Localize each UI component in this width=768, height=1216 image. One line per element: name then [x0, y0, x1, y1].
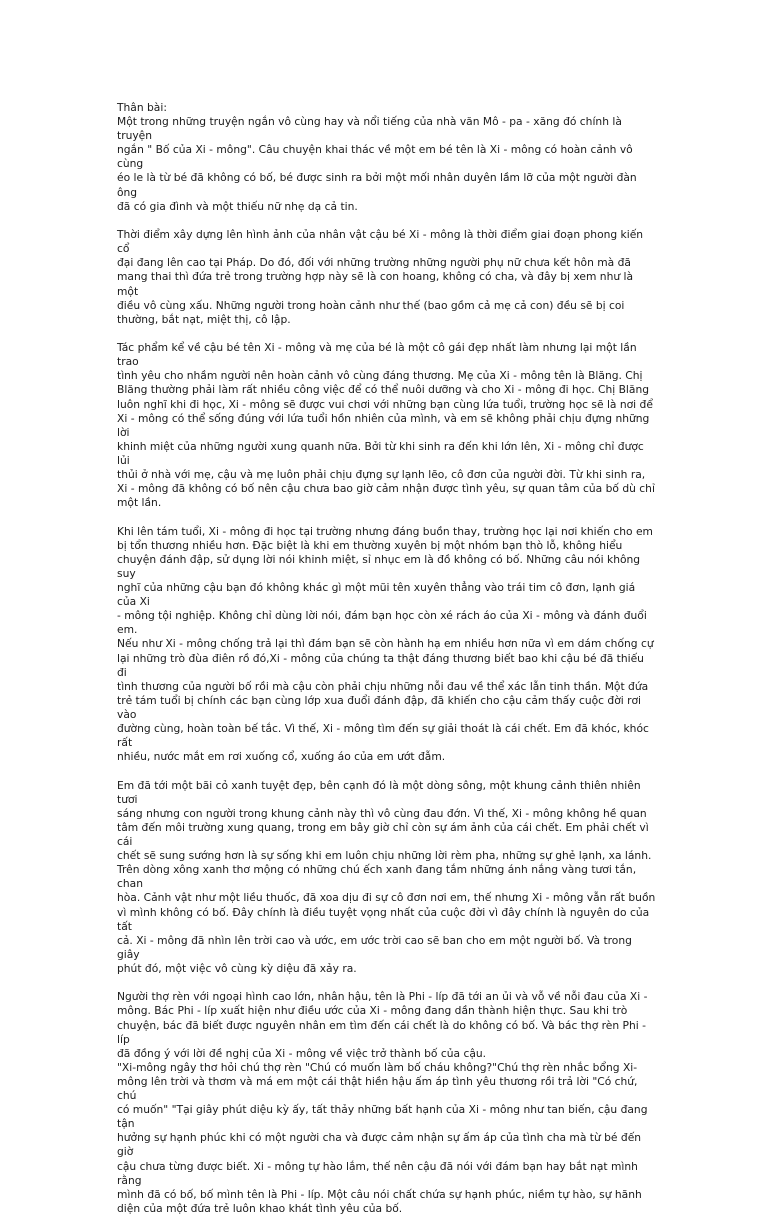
section-heading: Thân bài:	[117, 101, 167, 114]
paragraph-historical-context: Thời điểm xây dựng lên hình ảnh của nhân vật cậu bé Xi - mông là thời điểm giai đoạn phong kiến cổ đại đang lên cao tại Pháp. Do đó, đối với những trường những người phụ nữ chưa kết hôn mà đã mang thai thì đứa trẻ trong trường hợp này sẽ là con hoang, không có cha, và đây bị xem như là một điều vô cùng xấu. Những người trong hoàn cảnh như thế (bao gồm cả mẹ cả con) đều sẽ bị coi thường, bắt nạt, miệt thị, cô lập.	[117, 228, 644, 326]
document-page	[117, 101, 657, 1216]
paragraph-riverside: Em đã tới một bãi cỏ xanh tuyệt đẹp, bên cạnh đó là một dòng sông, một khung cảnh thiên nhiên tươi sáng nhưng con người trong khung cảnh này thì vô cùng đau đớn. Vì thế, Xi - mông không hề quan tâm đến môi trường xung quang, trong em bây giờ chỉ còn sự ám ảnh của cái chết. Em phải chết vì cái chết sẽ sung sướng hơn là sự sống khi em luôn chịu những lời rèm pha, những sự ghẻ lạnh, xa lánh. Trên dòng xông xanh thơ mộng có những chú ếch xanh đang tắm những ánh nắng vàng tươi tắn, chan hòa. Cảnh vật như một liều thuốc, đã xoa dịu đi sự cô đơn nơi em, thế nhưng Xi - mông vẫn rất buồn vì mình không có bố. Đây chính là điều tuyệt vọng nhất của cuộc đời vì đây chính là nguyên do của tất cả. Xi - mông đã nhìn lên trời cao và ước, em ước trời cao sẽ ban cho em một người bố. Và trong giây phút đó, một việc vô cùng kỳ diệu đã xảy ra.	[117, 778, 656, 975]
paragraph-blacksmith-philip: Người thợ rèn với ngoại hình cao lớn, nhân hậu, tên là Phi - líp đã tới an ủi và vỗ về nỗi đau của Xi - mông. Bác Phi - líp xuất hiện như điều ước của Xi - mông đang dần thành hiện thực. Sau khi trò chuyện, bác đã biết được nguyên nhân em tìm đến cái chết là do không có bố. Và bác thợ rèn Phi - líp đã đồng ý với lời đề nghị của Xi - mông về việc trở thành bố của cậu. "Xi-mông ngây thơ hỏi chú thợ rèn "Chú có muốn làm bố cháu không?"Chú thợ rèn nhắc bổng Xi- mông lên trời và thơm và má em một cái thật hiền hậu ấm áp tình yêu thương rồi trả lời "Có chứ, chú có muốn" "Tại giây phút diệu kỳ ấy, tất thảy những bất hạnh của Xi - mông như tan biến, cậu đang tận hưởng sự hạnh phúc khi có một người cha và được cảm nhận sự ấm áp của tình cha mà từ bé đến giờ cậu chưa từng được biết. Xi - mông tự hào lắm, thế nên cậu đã nói với đám bạn hay bắt nạt mình rằng mình đã có bố, bố mình tên là Phi - líp. Một câu nói chất chứa sự hạnh phúc, niềm tự hào, sự hãnh diện của một đứa trẻ luôn khao khát tình yêu của bố.	[117, 990, 648, 1215]
paragraph-mother-blang: Tác phẩm kể về cậu bé tên Xi - mông và mẹ của bé là một cô gái đẹp nhất làm nhưng lại một lần trao tình yêu cho nhầm người nên hoàn cảnh vô cùng đáng thương. Mẹ của Xi - mông tên là Blăng. Chị Blăng thường phải làm rất nhiều công việc để có thể nuôi dưỡng và cho Xi - mông đi học. Chị Blăng luôn nghĩ khi đi học, Xi - mông sẽ được vui chơi với những bạn cùng lứa tuổi, trường học sẽ là nơi để Xi - mông có thể sống đúng với lứa tuổi hồn nhiên của mình, và em sẽ không phải chịu đựng những lời khinh miệt của những người xung quanh nữa. Bởi từ khi sinh ra đến khi lớn lên, Xi - mông chỉ được lủi thủi ở nhà với mẹ, cậu và mẹ luôn phải chịu đựng sự lạnh lẽo, cô đơn của người đời. Từ khi sinh ra, Xi - mông đã không có bố nên cậu chưa bao giờ cảm nhận được tình yêu, sự quan tâm của bố dù chỉ một lần.	[117, 341, 655, 510]
paragraph-intro: Một trong những truyện ngắn vô cùng hay và nổi tiếng của nhà văn Mô - pa - xăng đó chính là truyện ngắn " Bố của Xi - mông". Câu chuyện khai thác về một em bé tên là Xi - mông có hoàn cảnh vô cùng éo le là từ bé đã không có bố, bé được sinh ra bởi một mối nhân duyên lầm lỡ của một người đàn ông đã có gia đình và một thiếu nữ nhẹ dạ cả tin.	[117, 115, 637, 213]
paragraph-school-bullying: Khi lên tám tuổi, Xi - mông đi học tại trường nhưng đáng buồn thay, trường học lại nơi khiến cho em bị tổn thương nhiều hơn. Đặc biệt là khi em thường xuyên bị một nhóm bạn thò lỗ, không hiểu chuyện đánh đập, sử dụng lời nói khinh miệt, sỉ nhục em là đồ không có bố. Những câu nói không suy nghĩ của những cậu bạn đó không khác gì một mũi tên xuyên thẳng vào trái tim cô đơn, lạnh giá của Xi - mông tội nghiệp. Không chỉ dùng lời nói, đám bạn học còn xé rách áo của Xi - mông và đánh đuổi em. Nếu như Xi - mông chống trả lại thì đám bạn sẽ còn hành hạ em nhiều hơn nữa vì em dám chống cự lại những trò đùa điên rồ đó,Xi - mông của chúng ta thật đáng thương biết bao khi cậu bé đã thiếu đi tình thương của người bố rồi mà cậu còn phải chịu những nỗi đau về thể xác lẫn tinh thần. Một đứa trẻ tám tuổi bị chính các bạn cùng lớp xua đuổi đánh đập, đã khiến cho cậu cảm thấy cuộc đời rơi vào đường cùng, hoàn toàn bế tắc. Vì thế, Xi - mông tìm đến sự giải thoát là cái chết. Em đã khóc, khóc rất nhiều, nước mắt em rơi xuống cổ, xuống áo của em ướt đẫm.	[117, 524, 654, 764]
